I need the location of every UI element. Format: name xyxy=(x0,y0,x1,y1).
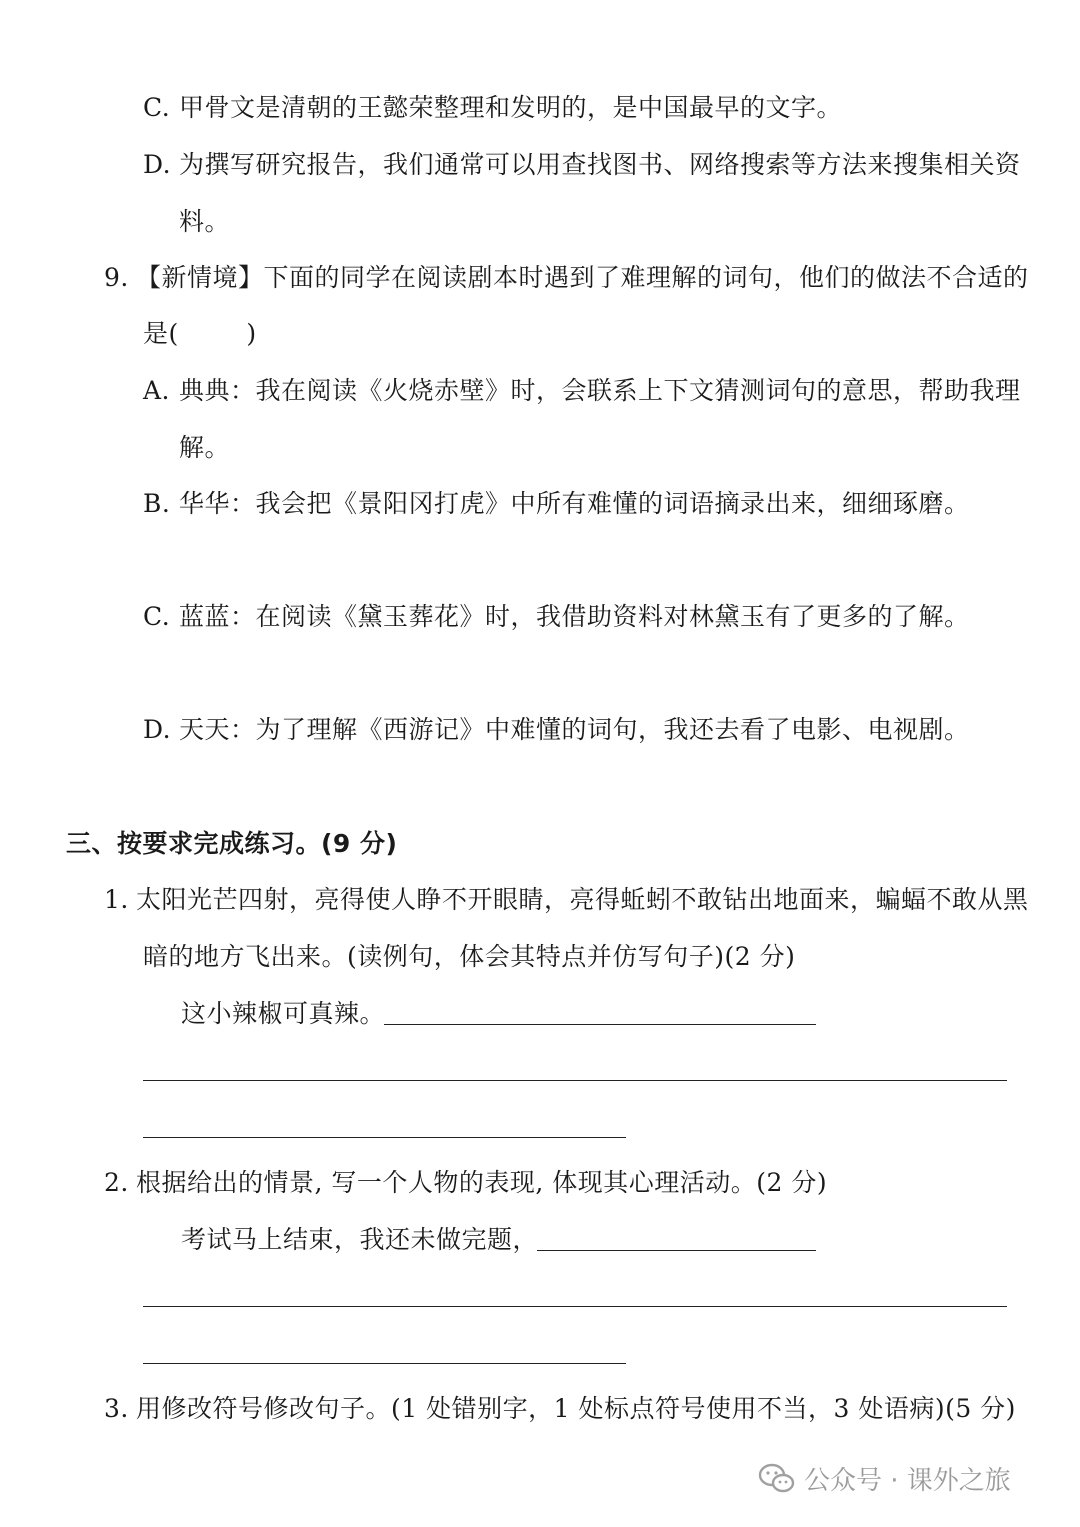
option-text: 蓝蓝：在阅读《黛玉葬花》时，我借助资料对林黛玉有了更多的了解。 xyxy=(179,602,970,631)
q8-option-d xyxy=(143,149,1021,181)
s3-q3-stem xyxy=(104,1393,1016,1425)
question-number: 3. xyxy=(104,1394,129,1423)
section-3-title: 三、按要求完成练习。(9 分) xyxy=(66,829,398,858)
watermark xyxy=(758,1458,1011,1498)
s3-q1-prompt xyxy=(181,998,385,1030)
s3-q1-answer-line-3[interactable] xyxy=(143,1137,626,1138)
q8-option-d-continued: 料。 xyxy=(179,207,231,236)
q9-stem xyxy=(104,262,1029,294)
q9-option-d xyxy=(143,714,970,746)
question-text: 【新情境】下面的同学在阅读剧本时遇到了难理解的词句，他们的做法不合适的 xyxy=(136,263,1029,292)
option-letter: D. xyxy=(143,150,172,179)
option-letter: D. xyxy=(143,715,172,744)
option-text: 为撰写研究报告，我们通常可以用查找图书、网络搜索等方法来搜集相关资 xyxy=(179,150,1021,179)
option-letter: C. xyxy=(143,602,171,631)
q9-option-a-continued: 解。 xyxy=(179,433,231,462)
s3-q2-answer-line-3[interactable] xyxy=(143,1363,626,1364)
prompt-text: 考试马上结束，我还未做完题， xyxy=(181,1225,539,1254)
watermark-text: 公众号 · 课外之旅 xyxy=(804,1465,1011,1496)
question-number: 9. xyxy=(104,263,129,292)
question-number: 2. xyxy=(104,1168,129,1197)
option-text: 天天：为了理解《西游记》中难懂的词句，我还去看了电影、电视剧。 xyxy=(179,715,970,744)
s3-q2-answer-line-2[interactable] xyxy=(143,1306,1007,1307)
q8-option-c xyxy=(143,92,842,124)
s3-q1-answer-line-2[interactable] xyxy=(143,1080,1007,1081)
option-text: 华华：我会把《景阳冈打虎》中所有难懂的词语摘录出来，细细琢磨。 xyxy=(179,489,970,518)
option-text: 甲骨文是清朝的王懿荣整理和发明的，是中国最早的文字。 xyxy=(179,93,843,122)
s3-q1-stem xyxy=(104,884,1029,916)
s3-q2-prompt xyxy=(181,1224,538,1256)
s3-q2-answer-blank-1[interactable] xyxy=(537,1250,816,1251)
option-letter: B. xyxy=(143,489,171,518)
q9-option-c xyxy=(143,601,970,633)
question-text: 用修改符号修改句子。(1 处错别字，1 处标点符号使用不当，3 处语病)(5 分) xyxy=(136,1394,1016,1423)
question-text: 根据给出的情景, 写一个人物的表现, 体现其心理活动。(2 分) xyxy=(136,1168,828,1197)
q9-option-b xyxy=(143,488,970,520)
s3-q1-answer-blank-1[interactable] xyxy=(384,1024,816,1025)
q9-option-a xyxy=(143,375,1021,407)
s3-q1-stem-continued: 暗的地方飞出来。(读例句，体会其特点并仿写句子)(2 分) xyxy=(143,942,796,971)
question-number: 1. xyxy=(104,885,129,914)
wechat-icon xyxy=(758,1462,796,1494)
question-text: 太阳光芒四射，亮得使人睁不开眼睛，亮得蚯蚓不敢钻出地面来，蝙蝠不敢从黑 xyxy=(136,885,1029,914)
option-letter: A. xyxy=(143,376,171,405)
s3-q2-stem xyxy=(104,1167,827,1199)
option-letter: C. xyxy=(143,93,171,122)
q9-stem-continued: 是( ) xyxy=(143,319,257,348)
option-text: 典典：我在阅读《火烧赤壁》时，会联系上下文猜测词句的意思，帮助我理 xyxy=(179,376,1021,405)
prompt-text: 这小辣椒可真辣。 xyxy=(181,999,386,1028)
